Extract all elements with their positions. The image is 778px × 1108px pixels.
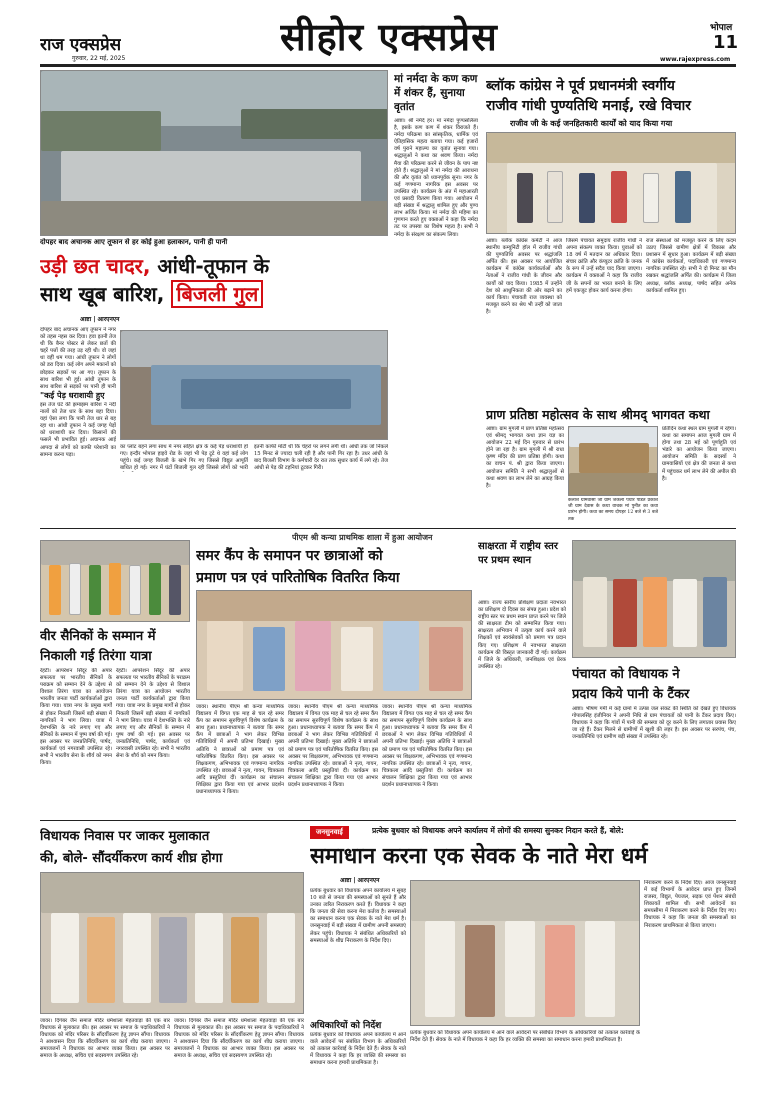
nivas-headline2: की, बोले- सौंदर्यीकरण कार्य शीघ्र होगा — [40, 851, 223, 866]
rajiv-subhead: राजीव जी के कई जनहितकारी कार्यों को याद किया गया — [510, 119, 673, 128]
narmada-body: आष्टा। श्री नर्मदे हर। मां नर्मदा पुण्यसलिला है, इसके कण कण में शंकर विराजते हैं। नर्मदा परिक्रमा का सांस्कृतिक, धार्मिक एवं ऐतिहासिक महत्व बताया गया। कई हजारों वर्ष पुराने महात्म्य का वृतांत सुनाया गया। श्रद्धालुओं ने कथा का श्रवण किया। नर्मदा मैया की परिक्रमा करने से जीवन के पाप नष्ट होते हैं। श्रद्धालुओं ने मां नर्मदा की आराधना की और वृतांत को ध्यानपूर्वक सुना। नगर के कई गणमान्य नागरिक इस अवसर पर उपस्थित रहे। कार्यक्रम के अंत में महाआरती एवं प्रसादी वितरण किया गया। आयोजन में बड़ी संख्या में श्रद्धालु शामिल हुए और पुण्य लाभ अर्जित किया। मां नर्मदा की महिमा का गुणगान करते हुए वक्ताओं ने कहा कि नर्मदा तट पर तपस्या का विशेष महत्व है। सभी ने नर्मदा के संरक्षण का संकल्प लिया। — [394, 118, 478, 238]
rajiv-headline1: ब्लॉक कांग्रेस ने पूर्व प्रधानमंत्री स्वर्गीय — [486, 78, 675, 94]
tiranga-headline2: निकाली गई तिरंगा यात्रा — [40, 649, 152, 664]
samar-headline2: प्रमाण पत्र एवं पारितोषिक वितरित किया — [196, 570, 400, 586]
tiranga-col1: रेहटी। आपरेशन सिंदूर की अपार सफलता पर भारतीय सैनिकों के पराक्रम को सम्मान देने के उद्देश्य से विशाल तिरंगा यात्रा का आयोजन भारतीय जनता पार्टी कार्यकर्ताओं द्वारा किया गया। यात्रा नगर के प्रमुख मार्गों से होकर निकली जिसमें बड़ी संख्या में नागरिकों ने भाग लिया। यात्रा में देशभक्ति के नारे लगाए गए और सैनिकों के सम्मान में पुष्प वर्षा की गई। इस अवसर पर जनप्रतिनिधि, पार्षद, कार्यकर्ता एवं नगरवासी उपस्थित रहे। सभी ने भारतीय सेना के शौर्य को नमन किया। — [40, 668, 112, 767]
samar-col3: जावर। स्थानीय पीएम श्री कन्या माध्यमिक विद्यालय में विगत एक माह से चल रहे समर कैंप का समापन सुरुचिपूर्ण विशेष कार्यक्रम के साथ हुआ। प्रधानाध्यापक ने बताया कि समर कैंप में छात्राओं ने भाग लेकर विभिन्न गतिविधियों में अपनी प्रतिभा दिखाई। मुख्य अतिथि ने छात्राओं को प्रमाण पत्र एवं पारितोषिक वितरित किए। इस अवसर पर शिक्षकगण, अभिभावक एवं गणमान्य नागरिक उपस्थित रहे। छात्राओं ने नृत्य, गायन, चित्रकला आदि प्रस्तुतियां दीं। कार्यक्रम का संचालन शिक्षिका द्वारा किया गया एवं आभार प्रदर्शन प्रधानाध्यापक ने किया। — [382, 704, 472, 789]
jansunvai-tag: जनसुनवाई — [310, 826, 349, 839]
masthead — [0, 0, 778, 70]
bhagwat-body1: आष्टा। ग्राम मुगली में प्राण प्रतिष्ठा महोत्सव एवं श्रीमद् भागवत कथा ज्ञान यज्ञ का आयोजन 22 मई दिन गुरुवार से प्रारंभ होने जा रहा है। ग्राम मुगली में श्री राधा कृष्ण मंदिर की प्राण प्रतिष्ठा होगी। कथा का वाचन पं. श्री द्वारा किया जाएगा। आयोजन समिति ने सभी श्रद्धालुओं से कथा श्रवण का लाभ लेने का आग्रह किया है। — [486, 426, 564, 489]
section-title: सीहोर एक्सप्रेस — [280, 15, 498, 59]
sevak-byline: आष्टा | आरएनएन — [340, 877, 380, 884]
bhagwat-headline: प्राण प्रतिष्ठा महोत्सव के साथ श्रीमद् भागवत कथा — [486, 407, 710, 422]
tiranga-headline1: वीर सैनिकों के सम्मान में — [40, 629, 156, 644]
nivas-headline1: विधायक निवास पर जाकर मुलाकात — [40, 829, 210, 844]
sevak-headline: समाधान करना एक सेवक के नाते मेरा धर्म — [310, 844, 648, 869]
storm-subhead: "कई पेड़ धराशायी हुए — [40, 391, 105, 400]
sevak-body-lower: प्रत्येक बुधवार को विधायक अपने कार्यालय में आने वाले आवेदनों पर संबंधित विभाग के अधिकारियों को तत्काल कार्रवाई के निर्देश देते हैं। सेवक के नाते में विधायक ने कहा कि हर व्यक्ति की समस्या का समाधान करना हमारी प्राथमिकता है। — [410, 1030, 640, 1044]
nivas-col2: जावर। दिगंबर जैन समाज मंदिर धर्मशाला मेहतवाड़ा की एक बार विधायक से मुलाकात की। इस अवसर पर समाज के पदाधिकारियों ने विधायक को मंदिर परिसर के सौंदर्यीकरण हेतु ज्ञापन सौंपा। विधायक ने आश्वासन दिया कि सौंदर्यीकरण का कार्य शीघ्र कराया जाएगा। समाजजनों ने विधायक का आभार व्यक्त किया। इस अवसर पर समाज के अध्यक्ष, सचिव एवं सदस्यगण उपस्थित रहे। — [174, 1018, 304, 1060]
bhagwat-body2: प्रतिदिन कथा स्थल ग्राम मुगली में रहेगा। कथा का समापन आज मुगली ग्राम में होगा तथा 28 मई को पूर्णाहुति एवं भंडारे का आयोजन किया जाएगा। आयोजन समिति के सदस्यों ने ग्रामवासियों एवं क्षेत्र की जनता से कथा में पहुंचकर धर्म लाभ लेने की अपील की है। — [662, 426, 736, 482]
narmada-headline: मां नर्मदा के कण कण में शंकर हैं, सुनाया वृतांत — [394, 73, 478, 113]
storm-photo-small — [120, 330, 388, 440]
storm-headline-red: उड़ी छत चादर, — [40, 254, 151, 278]
bottom-rule — [40, 820, 736, 821]
sakshrata-body: आष्टा। राज्य स्तरीय प्रशिक्षण प्रदाता नवभारत का प्रशिक्षण दो दिवस का संपन्न हुआ। प्रदेश को राष्ट्रीय स्तर पर प्रथम स्थान प्राप्त करने पर जिले की साक्षरता टीम को सम्मानित किया गया। साक्षरता अभियान में उत्कृष्ट कार्य करने वाले शिक्षकों एवं स्वयंसेवकों को प्रमाण पत्र प्रदान किए गए। प्रशिक्षण में नवभारत साक्षरता कार्यक्रम की विस्तृत जानकारी दी गई। कार्यक्रम में जिले के अधिकारी, जनशिक्षक एवं प्रेरक उपस्थित रहे। — [478, 600, 566, 670]
tanker-headline2: प्रदाय किये पानी के टैंकर — [572, 687, 690, 702]
storm-col1: दोपहर बाद अचानक आए तूफान ने नगर को तहस नहस कर दिया। हवा इतनी तेज थी कि बैनर पोस्टर से लेकर छतों की चद्दरें पत्तों की तरह उड़ रही थी। वो जहां था वहीं थम गया। आंधी तूफान ने लोगों को डरा दिया। कई लोग अपने मकानों को छोड़कर सड़कों पर आ गए। तूफान के साथ बारिश भी हुई। आंधी तूफान के साथ बारिश से सड़कों पर पानी ही पानी — [40, 327, 116, 389]
storm-headline-red2: बिजली गुल — [171, 280, 263, 308]
sevak-body: प्रत्येक बुधवार को विधायक अपने कार्यालय में सुबह 10 बजे से जनता की समस्याओं को सुनते हैं और उनका त्वरित निराकरण करते हैं। विधायक ने कहा कि जनता की सेवा करना मेरा कर्तव्य है। समस्याओं का समाधान करना एक सेवक के नाते मेरा धर्म है। जनसुनवाई में बड़ी संख्या में ग्रामीण अपनी समस्याएं लेकर पहुंचे। विधायक ने संबंधित अधिकारियों को समस्याओं के शीघ्र निराकरण के निर्देश दिए। — [310, 888, 406, 944]
masthead-rule — [40, 64, 736, 67]
rajiv-col2: जिसमें पंचायत समुदाय राजीव गांधी ने अपना संकल्प व्यक्त किया। युवाओं को 18 वर्ष में मतदान का अधिकार दिया। संचार क्रांति और कंप्यूटर क्रांति के जनक के रूप में उन्हें सदैव याद किया जाएगा। कार्यक्रम में वक्ताओं ने कहा कि राजीव जी के सपनों का भारत बनाने के लिए हमें एकजुट होकर कार्य करना होगा। — [566, 238, 642, 294]
rajiv-photo — [486, 132, 736, 234]
storm-headline — [40, 252, 388, 308]
pm-school-banner: पीएम श्री कन्या प्राथमिक शाला में हुआ आयोजन — [292, 533, 433, 542]
samar-col2: जावर। स्थानीय पीएम श्री कन्या माध्यमिक विद्यालय में विगत एक माह से चल रहे समर कैंप का समापन सुरुचिपूर्ण विशेष कार्यक्रम के साथ हुआ। प्रधानाध्यापक ने बताया कि समर कैंप में छात्राओं ने भाग लेकर विभिन्न गतिविधियों में अपनी प्रतिभा दिखाई। मुख्य अतिथि ने छात्राओं को प्रमाण पत्र एवं पारितोषिक वितरित किए। इस अवसर पर शिक्षकगण, अभिभावक एवं गणमान्य नागरिक उपस्थित रहे। छात्राओं ने नृत्य, गायन, चित्रकला आदि प्रस्तुतियां दीं। कार्यक्रम का संचालन शिक्षिका द्वारा किया गया एवं आभार प्रदर्शन प्रधानाध्यापक ने किया। — [288, 704, 378, 789]
storm-photo — [40, 70, 388, 236]
storm-photo-caption: दोपहर बाद अचानक आए तूफान से हर कोई हुआ हलाकान, पानी ही पानी — [40, 238, 228, 246]
storm-col3: इतनी काफी मोटी थी कि चेहरों पर लगने लगी थी। आंधी तक जो निकले 15 मिनट से ज्यादा चली रही है और पानी गिर रहा है। उधर आंधी के बाद बिजली विभाग के कर्मचारी देर रात तक सुधार कार्य में लगे रहे। तेज आंधी से पेड़ की टहनियां टूटकर गिरी। — [254, 444, 388, 472]
jansunvai-banner: प्रत्येक बुधवार को विधायक अपने कार्यालय में लोगों की समस्या सुनकर निदान करते हैं, बोले: — [372, 826, 624, 835]
samar-col1: जावर। स्थानीय पीएम श्री कन्या माध्यमिक विद्यालय में विगत एक माह से चल रहे समर कैंप का समापन सुरुचिपूर्ण विशेष कार्यक्रम के साथ हुआ। प्रधानाध्यापक ने बताया कि समर कैंप में छात्राओं ने भाग लेकर विभिन्न गतिविधियों में अपनी प्रतिभा दिखाई। मुख्य अतिथि ने छात्राओं को प्रमाण पत्र एवं पारितोषिक वितरित किए। इस अवसर पर शिक्षकगण, अभिभावक एवं गणमान्य नागरिक उपस्थित रहे। छात्राओं ने नृत्य, गायन, चित्रकला आदि प्रस्तुतियां दीं। कार्यक्रम का संचालन शिक्षिका द्वारा किया गया एवं आभार प्रदर्शन प्रधानाध्यापक ने किया। — [196, 704, 284, 796]
storm-headline-black2: साथ खूब बारिश, — [40, 282, 172, 306]
storm-col1b: इस तेज घंटे की झमाझम बारिश ने नदी नालों को तेज धार के साथ बहा दिया। यहां ऐसा लगा कि पानी तेज धार से बह रहा था। आंधी तूफान ने कई जगह पेड़ों को धराशायी कर दिया। किसानों की फसलें भी प्रभावित हुई। अचानक आई आपदा से लोगों को काफी परेशानी का सामना करना पड़ा। — [40, 402, 116, 458]
city-name: भोपाल — [710, 23, 733, 33]
samar-headline1: समर कैंप के समापन पर छात्राओं को — [196, 548, 383, 564]
sevak-photo — [410, 880, 640, 1026]
mid-rule — [40, 528, 736, 529]
storm-col2: का प्लांट बहने लगा साथ में नगर सहित क्षेत्र के कई पेड़ धराशायी हो गए। इन्दौर भोपाल हाइवे रोड के जहां भी पेड़ टूटे थे वहां कई लोग पहुंचे। कई जगह बिजली के खंभे गिर गए जिससे विद्युत आपूर्ति बाधित हो गई। नगर में घंटों बिजली गुल रही जिससे लोगों को भारी — [120, 444, 248, 472]
sevak-body3: निराकरण करने के निर्देश दिए। आज जनसुनवाई में कई विभागों के आवेदन प्राप्त हुए जिनमें राजस्व, विद्युत, पेयजल, सड़क एवं पेंशन संबंधी शिकायतें शामिल थीं। सभी आवेदनों का समयसीमा में निराकरण करने के निर्देश दिए गए। विधायक ने कहा कि जनता की समस्याओं का निराकरण प्राथमिकता से किया जाएगा। — [644, 880, 736, 929]
tiranga-photo — [40, 540, 190, 622]
samar-photo — [196, 590, 472, 700]
sevak-body2: प्रत्येक बुधवार को विधायक अपने कार्यालय में आने वाले आवेदनों पर संबंधित विभाग के अधिकारियों को तत्काल कार्रवाई के निर्देश देते हैं। सेवक के नाते में विधायक ने कहा कि हर व्यक्ति की समस्या का समाधान करना हमारी प्राथमिकता है। — [310, 1032, 406, 1067]
rajiv-col1: आष्टा। ब्लॉक कांग्रेस कमेटी ने आज स्थानीय कम्युनिटी हॉल में राजीव गांधी की पुण्यतिथि अवसर पर श्रद्धांजलि अर्पित की। इस अवसर पर आयोजित कार्यक्रम में कांग्रेस कार्यकर्ताओं और नेताओं ने राजीव गांधी के जीवन और कार्यों को याद किया। 1985 में उन्होंने देश को आधुनिकता की ओर बढ़ाने का कार्य किया। पंचायती राज व्यवस्था को मजबूत करने का श्रेय भी उन्हीं को जाता है। — [486, 238, 562, 315]
rajiv-col3: राज संस्थाओं को मजबूत करने के लिए कदम उठाए जिससे ग्रामीण क्षेत्रों में विकास और प्रशासन में सुधार हुआ। कार्यक्रम में बड़ी संख्या में कांग्रेस कार्यकर्ता, पदाधिकारी एवं गणमान्य नागरिक उपस्थित रहे। सभी ने दो मिनट का मौन रखकर श्रद्धांजलि अर्पित की। कार्यक्रम में जिला अध्यक्ष, ब्लॉक अध्यक्ष, पार्षद सहित अनेक कार्यकर्ता शामिल हुए। — [646, 238, 736, 294]
storm-byline: आष्टा | आरएनएन — [80, 316, 120, 323]
paper-name: राज एक्सप्रेस — [40, 35, 122, 55]
nivas-col1: जावर। दिगंबर जैन समाज मंदिर धर्मशाला मेहतवाड़ा की एक बार विधायक से मुलाकात की। इस अवसर पर समाज के पदाधिकारियों ने विधायक को मंदिर परिसर के सौंदर्यीकरण हेतु ज्ञापन सौंपा। विधायक ने आश्वासन दिया कि सौंदर्यीकरण का कार्य शीघ्र कराया जाएगा। समाजजनों ने विधायक का आभार व्यक्त किया। इस अवसर पर समाज के अध्यक्ष, सचिव एवं सदस्यगण उपस्थित रहे। — [40, 1018, 170, 1060]
bhagwat-photo-caption: कैलाश ग्रामवासी जी ग्राम जंकला पधार पंडित प्रकाश जी ग्राम देवास के कथा वाचक मां पुनीत का कथा प्रारंभ होगी। कथा का समय दोपहर 12 बजे से 3 बजे तक — [568, 498, 658, 522]
page-number: 11 — [713, 32, 739, 53]
tanker-body: आष्टा। भीषण गर्मी में कई ग्रामों में उत्पन्न जल संकट की स्थिति को देखते हुए विधायक गोपालसिंह इंजीनियर ने अपनी निधि से ग्राम पंचायतों को पानी के टैंकर प्रदाय किए। विधायक ने कहा कि गांवों में पानी की समस्या को दूर करने के लिए लगातार प्रयास किए जा रहे हैं। टैंकर मिलने से ग्रामीणों में खुशी की लहर है। इस अवसर पर सरपंच, पंच, जनप्रतिनिधि एवं ग्रामीण बड़ी संख्या में उपस्थित रहे। — [572, 706, 736, 741]
website-link[interactable]: www.rajexpress.com — [660, 56, 731, 63]
tiranga-col2: रेहटी। आपरेशन सिंदूर की अपार सफलता पर भारतीय सैनिकों के पराक्रम को सम्मान देने के उद्देश्य से विशाल तिरंगा यात्रा का आयोजन भारतीय जनता पार्टी कार्यकर्ताओं द्वारा किया गया। यात्रा नगर के प्रमुख मार्गों से होकर निकली जिसमें बड़ी संख्या में नागरिकों ने भाग लिया। यात्रा में देशभक्ति के नारे लगाए गए और सैनिकों के सम्मान में पुष्प वर्षा की गई। इस अवसर पर जनप्रतिनिधि, पार्षद, कार्यकर्ता एवं नगरवासी उपस्थित रहे। सभी ने भारतीय सेना के शौर्य को नमन किया। — [116, 668, 190, 760]
sakshrata-headline: साक्षरता में राष्ट्रीय स्तर पर प्रथम स्थान — [478, 541, 558, 566]
bhagwat-photo — [568, 426, 658, 496]
nivas-photo — [40, 872, 304, 1014]
issue-date: गुरुवार, 22 मई, 2025 — [72, 55, 126, 62]
sevak-subhead: अधिकारियों को निर्देश — [310, 1021, 382, 1031]
rajiv-headline2: राजीव गांधी पुण्यतिथि मनाई, रखे विचार — [486, 98, 691, 114]
tanker-photo — [572, 540, 736, 658]
storm-headline-black1: आंधी-तूफान के — [150, 254, 270, 278]
tanker-headline1: पंचायत को विधायक ने — [572, 667, 680, 682]
